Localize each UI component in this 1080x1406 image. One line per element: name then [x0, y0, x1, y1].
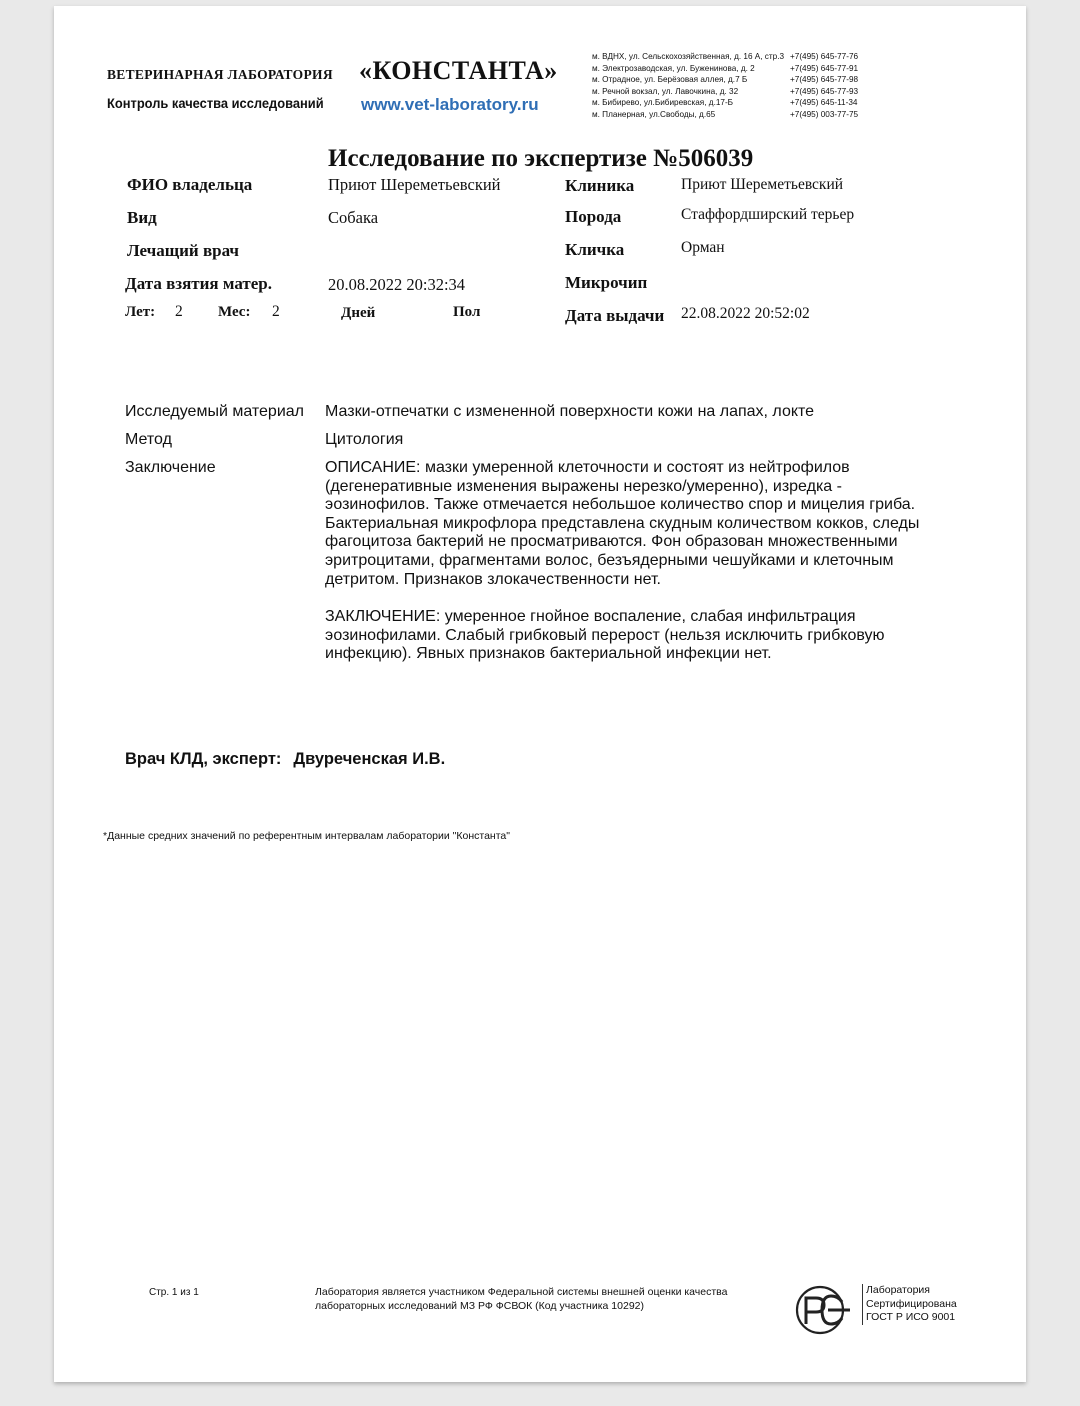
certification-text	[862, 1284, 957, 1325]
signature-label: Врач КЛД, эксперт:	[125, 750, 282, 768]
text-line: инфекцию). Явных признаков бактериальной инфекции нет.	[325, 645, 772, 663]
phone: +7(495) 645-77-93	[790, 86, 859, 96]
footnote: *Данные средних значений по референтным интервалам лаборатории "Константа"	[103, 830, 510, 842]
months-label: Мес:	[218, 304, 251, 320]
text-line: детритом. Признаков злокачественности нет.	[325, 570, 661, 588]
species-label: Вид	[127, 208, 157, 227]
days-label: Дней	[341, 305, 376, 321]
address: м. Отрадное, ул. Берёзовая аллея, д.7 Б	[592, 75, 748, 84]
phone: +7(495) 645-77-91	[790, 63, 859, 73]
text-line: ОПИСАНИЕ: мазки умеренной клеточности и состоят из нейтрофилов	[325, 459, 850, 476]
sample-date-value: 20.08.2022 20:32:34	[328, 275, 466, 294]
clinic-label: Клиника	[565, 176, 635, 195]
text-line: эозинофилов. Также отмечается небольшое количество спор и мицелия гриба.	[325, 496, 916, 514]
method-label: Метод	[125, 431, 172, 448]
lab-website[interactable]: www.vet-laboratory.ru	[361, 95, 539, 114]
microchip-label: Микрочип	[565, 273, 648, 292]
conclusion-paragraph	[325, 608, 965, 664]
page-number: Стр. 1 из 1	[149, 1287, 199, 1298]
lab-subtitle: Контроль качества исследований	[107, 95, 324, 111]
issue-date-value: 22.08.2022 20:52:02	[681, 305, 810, 322]
material-value: Мазки-отпечатки с измененной поверхности кожи на лапах, локте	[325, 403, 815, 420]
document-title: Исследование по экспертизе №506039	[328, 145, 754, 172]
phone: +7(495) 645-77-76	[790, 52, 859, 61]
text-line: ГОСТ Р ИСО 9001	[866, 1311, 956, 1323]
method-value: Цитология	[325, 431, 404, 448]
breed-label: Порода	[565, 207, 622, 226]
signature-name: Двуреченская И.В.	[293, 750, 446, 768]
address: м. ВДНХ, ул. Сельскохозяйственная, д. 16 А, стр.3	[592, 52, 785, 61]
phone: +7(495) 003-77-75	[790, 109, 859, 119]
signature	[125, 750, 445, 769]
conclusion-label: Заключение	[125, 459, 216, 476]
text-line: Лаборатория является участником Федеральной системы внешней оценки качества	[315, 1286, 728, 1298]
address: м. Электрозаводская, ул. Буженинова, д. 2	[592, 63, 755, 73]
species-value: Собака	[328, 208, 379, 227]
address: м. Планерная, ул.Свободы, д.65	[592, 109, 716, 119]
years-label: Лет:	[125, 304, 156, 320]
text-line: лабораторных исследований МЗ РФ ФСВОК (Код участника 10292)	[315, 1300, 645, 1312]
nickname-label: Кличка	[565, 240, 625, 259]
sex-label: Пол	[453, 304, 481, 320]
years-value: 2	[175, 303, 183, 320]
months-value: 2	[272, 303, 280, 320]
description-paragraph	[325, 459, 965, 589]
text-line: (дегенеративные изменения выражены нерезко/умеренно), изредка -	[325, 477, 842, 495]
gost-certification-logo-icon	[794, 1284, 856, 1336]
material-label: Исследуемый материал	[125, 403, 304, 420]
phone: +7(495) 645-77-98	[790, 75, 859, 84]
issue-date-label: Дата выдачи	[565, 306, 665, 325]
text-line: эритроцитами, фрагментами волос, безъядерными чешуйками и клеточным	[325, 551, 894, 569]
nickname-value: Орман	[681, 239, 725, 256]
doctor-label: Лечащий врач	[127, 241, 239, 260]
text-line: Сертифицирована	[866, 1297, 957, 1310]
phone: +7(495) 645-11-34	[790, 98, 858, 107]
owner-label: ФИО владельца	[127, 175, 253, 194]
text-line: эозинофилами. Слабый грибковый перерост (нельзя исключить грибковую	[325, 626, 885, 644]
owner-value: Приют Шереметьевский	[328, 175, 501, 194]
text-line: фагоцитоза бактерий не просматриваются. Фон образован множественными	[325, 533, 898, 551]
document-page	[54, 6, 1026, 1382]
address: м. Бибирево, ул.Бибиревская, д.17-Б	[592, 98, 734, 107]
lab-type: ВЕТЕРИНАРНАЯ ЛАБОРАТОРИЯ	[107, 67, 333, 82]
lab-name: «КОНСТАНТА»	[359, 56, 558, 85]
breed-value: Стаффордширский терьер	[681, 206, 855, 223]
text-line: ЗАКЛЮЧЕНИЕ: умеренное гнойное воспаление, слабая инфильтрация	[325, 608, 856, 625]
clinic-value: Приют Шереметьевский	[681, 176, 844, 193]
sample-date-label: Дата взятия матер.	[125, 274, 272, 293]
address: м. Речной вокзал, ул. Лавочкина, д. 32	[592, 86, 739, 96]
fsvok-note	[315, 1285, 727, 1313]
text-line: Бактериальная микрофлора представлена скудным количеством кокков, следы	[325, 514, 920, 532]
text-line: Лаборатория	[866, 1284, 930, 1296]
